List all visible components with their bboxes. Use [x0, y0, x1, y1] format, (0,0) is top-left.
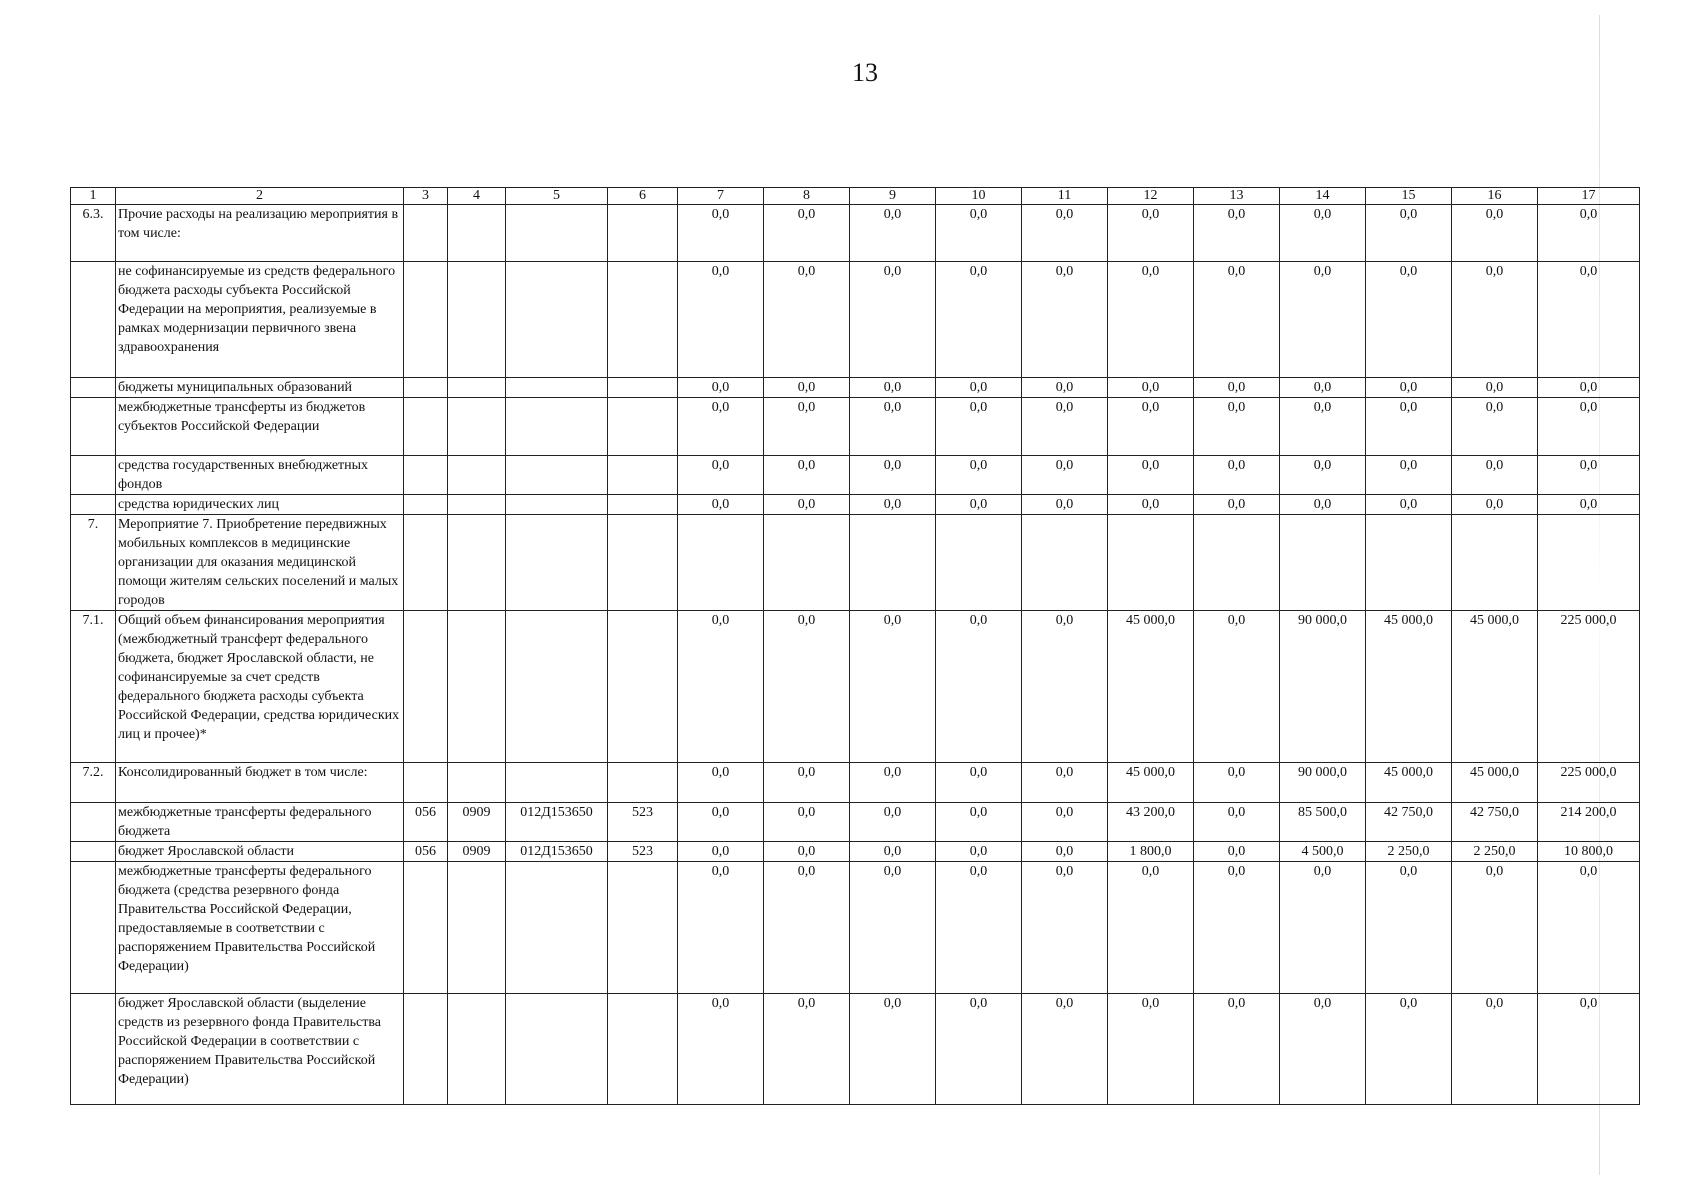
value-cell: 0,0	[1366, 398, 1452, 456]
value-cell: 0,0	[1022, 611, 1108, 763]
code-cell	[404, 862, 448, 994]
value-cell: 0,0	[936, 842, 1022, 862]
value-cell: 0,0	[1538, 994, 1640, 1105]
code-cell	[608, 495, 678, 515]
value-cell: 0,0	[936, 205, 1022, 262]
value-cell: 0,0	[1280, 205, 1366, 262]
value-cell: 0,0	[1366, 378, 1452, 398]
budget-table	[70, 187, 1640, 1105]
value-cell: 0,0	[850, 398, 936, 456]
value-cell	[1538, 515, 1640, 611]
header-cell: 13	[1194, 188, 1280, 205]
value-cell: 90 000,0	[1280, 763, 1366, 803]
code-cell	[404, 398, 448, 456]
code-cell	[506, 763, 608, 803]
code-cell	[448, 495, 506, 515]
code-cell: 012Д153650	[506, 803, 608, 842]
row-number-cell	[71, 862, 116, 994]
table-row	[71, 763, 1640, 803]
row-number-cell	[71, 456, 116, 495]
row-number-cell	[71, 262, 116, 378]
value-cell: 0,0	[678, 262, 764, 378]
header-cell: 5	[506, 188, 608, 205]
row-label-cell: бюджеты муниципальных образований	[116, 378, 404, 398]
header-cell: 9	[850, 188, 936, 205]
value-cell: 2 250,0	[1366, 842, 1452, 862]
code-cell	[506, 994, 608, 1105]
value-cell: 0,0	[764, 378, 850, 398]
value-cell: 0,0	[1366, 205, 1452, 262]
value-cell: 0,0	[1452, 862, 1538, 994]
code-cell	[506, 378, 608, 398]
value-cell: 0,0	[1452, 456, 1538, 495]
value-cell: 0,0	[850, 378, 936, 398]
row-label-cell: Консолидированный бюджет в том числе:	[116, 763, 404, 803]
row-number-cell: 7.1.	[71, 611, 116, 763]
value-cell: 45 000,0	[1452, 763, 1538, 803]
code-cell	[448, 398, 506, 456]
row-number-cell	[71, 495, 116, 515]
value-cell: 42 750,0	[1366, 803, 1452, 842]
value-cell: 0,0	[1366, 456, 1452, 495]
value-cell: 0,0	[1366, 862, 1452, 994]
page-number: 13	[852, 58, 878, 87]
row-number-cell	[71, 994, 116, 1105]
header-row	[71, 188, 1640, 205]
value-cell: 0,0	[1538, 495, 1640, 515]
value-cell: 0,0	[1022, 262, 1108, 378]
value-cell: 0,0	[678, 456, 764, 495]
value-cell: 0,0	[1022, 803, 1108, 842]
value-cell: 0,0	[1022, 398, 1108, 456]
value-cell: 0,0	[1194, 842, 1280, 862]
row-number-cell: 7.2.	[71, 763, 116, 803]
code-cell: 012Д153650	[506, 842, 608, 862]
value-cell: 90 000,0	[1280, 611, 1366, 763]
code-cell	[448, 456, 506, 495]
value-cell: 0,0	[936, 262, 1022, 378]
header-cell: 14	[1280, 188, 1366, 205]
code-cell	[506, 611, 608, 763]
value-cell: 0,0	[1366, 262, 1452, 378]
value-cell: 0,0	[678, 398, 764, 456]
value-cell: 0,0	[1280, 495, 1366, 515]
value-cell: 0,0	[678, 862, 764, 994]
value-cell: 214 200,0	[1538, 803, 1640, 842]
code-cell: 056	[404, 803, 448, 842]
value-cell: 0,0	[1108, 398, 1194, 456]
value-cell: 0,0	[1194, 495, 1280, 515]
value-cell: 2 250,0	[1452, 842, 1538, 862]
value-cell: 0,0	[850, 862, 936, 994]
value-cell: 0,0	[936, 803, 1022, 842]
value-cell	[1194, 515, 1280, 611]
value-cell: 1 800,0	[1108, 842, 1194, 862]
value-cell: 0,0	[1194, 611, 1280, 763]
value-cell: 0,0	[678, 803, 764, 842]
code-cell	[404, 456, 448, 495]
value-cell: 0,0	[850, 842, 936, 862]
value-cell: 0,0	[678, 611, 764, 763]
value-cell: 0,0	[1280, 262, 1366, 378]
value-cell: 85 500,0	[1280, 803, 1366, 842]
header-cell: 12	[1108, 188, 1194, 205]
row-label-cell: межбюджетные трансферты из бюджетов субъектов Российской Федерации	[116, 398, 404, 456]
value-cell: 225 000,0	[1538, 763, 1640, 803]
table-row	[71, 862, 1640, 994]
table-row	[71, 205, 1640, 262]
value-cell: 42 750,0	[1452, 803, 1538, 842]
header-cell: 17	[1538, 188, 1640, 205]
value-cell	[1366, 515, 1452, 611]
value-cell: 0,0	[1194, 456, 1280, 495]
header-cell: 8	[764, 188, 850, 205]
value-cell: 0,0	[1194, 803, 1280, 842]
value-cell: 0,0	[1194, 398, 1280, 456]
value-cell: 0,0	[850, 456, 936, 495]
value-cell: 0,0	[1194, 862, 1280, 994]
value-cell: 0,0	[936, 378, 1022, 398]
value-cell: 0,0	[1280, 994, 1366, 1105]
code-cell	[448, 205, 506, 262]
value-cell	[764, 515, 850, 611]
table-row	[71, 398, 1640, 456]
header-cell: 2	[116, 188, 404, 205]
code-cell	[448, 262, 506, 378]
row-number-cell	[71, 398, 116, 456]
code-cell	[404, 994, 448, 1105]
table-body	[71, 188, 1640, 1105]
row-number-cell: 6.3.	[71, 205, 116, 262]
table-row	[71, 994, 1640, 1105]
code-cell	[608, 205, 678, 262]
code-cell	[448, 515, 506, 611]
header-cell: 6	[608, 188, 678, 205]
code-cell	[506, 495, 608, 515]
code-cell	[448, 994, 506, 1105]
value-cell: 0,0	[1538, 378, 1640, 398]
value-cell: 0,0	[1022, 205, 1108, 262]
value-cell: 0,0	[1280, 378, 1366, 398]
value-cell: 0,0	[936, 456, 1022, 495]
code-cell	[506, 205, 608, 262]
value-cell: 0,0	[1538, 205, 1640, 262]
value-cell: 0,0	[764, 862, 850, 994]
header-cell: 10	[936, 188, 1022, 205]
table-row	[71, 378, 1640, 398]
value-cell: 0,0	[764, 803, 850, 842]
code-cell	[506, 515, 608, 611]
value-cell: 0,0	[678, 378, 764, 398]
value-cell: 0,0	[936, 763, 1022, 803]
code-cell	[608, 994, 678, 1105]
value-cell: 0,0	[764, 398, 850, 456]
value-cell: 0,0	[1538, 862, 1640, 994]
value-cell: 0,0	[1452, 205, 1538, 262]
value-cell: 0,0	[850, 262, 936, 378]
row-label-cell: бюджет Ярославской области (выделение средств из резервного фонда Правительства Российской Федерации в соответствии с распоряжением Правительства Российской Федерации)	[116, 994, 404, 1105]
table-row	[71, 842, 1640, 862]
value-cell: 0,0	[850, 763, 936, 803]
row-label-cell: межбюджетные трансферты федерального бюджета	[116, 803, 404, 842]
value-cell: 0,0	[936, 994, 1022, 1105]
value-cell: 0,0	[678, 842, 764, 862]
value-cell: 0,0	[764, 205, 850, 262]
value-cell: 0,0	[1280, 398, 1366, 456]
value-cell: 0,0	[678, 763, 764, 803]
code-cell	[404, 262, 448, 378]
code-cell	[506, 862, 608, 994]
value-cell	[1022, 515, 1108, 611]
value-cell	[1280, 515, 1366, 611]
value-cell: 0,0	[678, 495, 764, 515]
value-cell: 0,0	[1538, 398, 1640, 456]
value-cell: 0,0	[1452, 398, 1538, 456]
value-cell: 0,0	[1022, 842, 1108, 862]
value-cell: 0,0	[764, 262, 850, 378]
code-cell	[448, 763, 506, 803]
code-cell	[404, 205, 448, 262]
header-cell: 4	[448, 188, 506, 205]
header-cell: 3	[404, 188, 448, 205]
value-cell: 0,0	[1538, 262, 1640, 378]
value-cell	[936, 515, 1022, 611]
code-cell	[448, 611, 506, 763]
value-cell: 0,0	[1194, 994, 1280, 1105]
value-cell: 0,0	[936, 495, 1022, 515]
value-cell	[1108, 515, 1194, 611]
code-cell	[404, 763, 448, 803]
code-cell	[608, 763, 678, 803]
row-label-cell: Мероприятие 7. Приобретение передвижных мобильных комплексов в медицинские организации для оказания медицинской помощи жителям сельских поселений и малых городов	[116, 515, 404, 611]
table-row	[71, 262, 1640, 378]
value-cell: 45 000,0	[1452, 611, 1538, 763]
value-cell: 0,0	[1022, 456, 1108, 495]
value-cell: 0,0	[1108, 262, 1194, 378]
value-cell: 0,0	[1452, 994, 1538, 1105]
code-cell	[506, 262, 608, 378]
value-cell: 0,0	[764, 842, 850, 862]
value-cell: 0,0	[850, 611, 936, 763]
header-cell: 1	[71, 188, 116, 205]
code-cell	[608, 262, 678, 378]
code-cell	[608, 515, 678, 611]
value-cell: 0,0	[1194, 262, 1280, 378]
value-cell: 0,0	[850, 803, 936, 842]
value-cell: 0,0	[936, 398, 1022, 456]
row-label-cell: не софинансируемые из средств федерального бюджета расходы субъекта Российской Федерации на мероприятия, реализуемые в рамках модернизации первичного звена здравоохранения	[116, 262, 404, 378]
value-cell: 0,0	[1022, 378, 1108, 398]
row-label-cell: Прочие расходы на реализацию мероприятия в том числе:	[116, 205, 404, 262]
code-cell: 0909	[448, 842, 506, 862]
table-row	[71, 495, 1640, 515]
value-cell: 0,0	[1194, 378, 1280, 398]
value-cell: 0,0	[1538, 456, 1640, 495]
value-cell: 0,0	[764, 495, 850, 515]
row-label-cell: средства государственных внебюджетных фондов	[116, 456, 404, 495]
value-cell: 0,0	[1108, 205, 1194, 262]
value-cell: 0,0	[1022, 763, 1108, 803]
value-cell: 45 000,0	[1366, 763, 1452, 803]
row-label-cell: Общий объем финансирования мероприятия (межбюджетный трансферт федерального бюджета, бюджет Ярославской области, не софинансируемые за счет средств федерального бюджета расходы субъекта Российской Федерации, средства юридических лиц и прочее)*	[116, 611, 404, 763]
value-cell: 0,0	[1452, 378, 1538, 398]
code-cell	[404, 378, 448, 398]
value-cell: 0,0	[1022, 862, 1108, 994]
code-cell	[608, 456, 678, 495]
value-cell: 0,0	[1280, 456, 1366, 495]
row-number-cell	[71, 378, 116, 398]
code-cell: 523	[608, 803, 678, 842]
value-cell: 0,0	[1194, 763, 1280, 803]
row-label-cell: бюджет Ярославской области	[116, 842, 404, 862]
value-cell: 0,0	[1022, 994, 1108, 1105]
header-cell: 7	[678, 188, 764, 205]
value-cell	[678, 515, 764, 611]
value-cell: 45 000,0	[1108, 611, 1194, 763]
value-cell: 0,0	[1194, 205, 1280, 262]
code-cell	[404, 495, 448, 515]
value-cell: 10 800,0	[1538, 842, 1640, 862]
value-cell: 0,0	[850, 994, 936, 1105]
code-cell	[506, 398, 608, 456]
row-number-cell: 7.	[71, 515, 116, 611]
row-label-cell: средства юридических лиц	[116, 495, 404, 515]
value-cell: 0,0	[1366, 495, 1452, 515]
value-cell: 0,0	[1108, 378, 1194, 398]
value-cell: 0,0	[1280, 862, 1366, 994]
table-row	[71, 803, 1640, 842]
value-cell: 4 500,0	[1280, 842, 1366, 862]
value-cell: 0,0	[764, 611, 850, 763]
table-row	[71, 611, 1640, 763]
code-cell	[608, 862, 678, 994]
header-cell: 11	[1022, 188, 1108, 205]
code-cell	[448, 378, 506, 398]
code-cell: 056	[404, 842, 448, 862]
value-cell	[1452, 515, 1538, 611]
code-cell	[448, 862, 506, 994]
value-cell: 0,0	[764, 763, 850, 803]
value-cell	[850, 515, 936, 611]
header-cell: 16	[1452, 188, 1538, 205]
table-row	[71, 456, 1640, 495]
code-cell	[506, 456, 608, 495]
value-cell: 0,0	[678, 205, 764, 262]
value-cell: 0,0	[850, 495, 936, 515]
value-cell: 0,0	[764, 456, 850, 495]
value-cell: 43 200,0	[1108, 803, 1194, 842]
value-cell: 0,0	[1108, 456, 1194, 495]
value-cell: 0,0	[1108, 994, 1194, 1105]
code-cell: 0909	[448, 803, 506, 842]
value-cell: 0,0	[1452, 262, 1538, 378]
code-cell	[608, 398, 678, 456]
value-cell: 0,0	[1366, 994, 1452, 1105]
code-cell	[608, 378, 678, 398]
value-cell: 0,0	[764, 994, 850, 1105]
value-cell: 0,0	[1452, 495, 1538, 515]
header-cell: 15	[1366, 188, 1452, 205]
row-label-cell: межбюджетные трансферты федерального бюджета (средства резервного фонда Правительства Российской Федерации, предоставляемые в соответствии с распоряжением Правительства Российской Федерации)	[116, 862, 404, 994]
value-cell: 225 000,0	[1538, 611, 1640, 763]
value-cell: 0,0	[678, 994, 764, 1105]
code-cell: 523	[608, 842, 678, 862]
code-cell	[608, 611, 678, 763]
code-cell	[404, 611, 448, 763]
row-number-cell	[71, 842, 116, 862]
table-row	[71, 515, 1640, 611]
value-cell: 0,0	[850, 205, 936, 262]
value-cell: 0,0	[1022, 495, 1108, 515]
value-cell: 45 000,0	[1366, 611, 1452, 763]
value-cell: 45 000,0	[1108, 763, 1194, 803]
value-cell: 0,0	[936, 611, 1022, 763]
value-cell: 0,0	[1108, 862, 1194, 994]
row-number-cell	[71, 803, 116, 842]
value-cell: 0,0	[936, 862, 1022, 994]
value-cell: 0,0	[1108, 495, 1194, 515]
code-cell	[404, 515, 448, 611]
